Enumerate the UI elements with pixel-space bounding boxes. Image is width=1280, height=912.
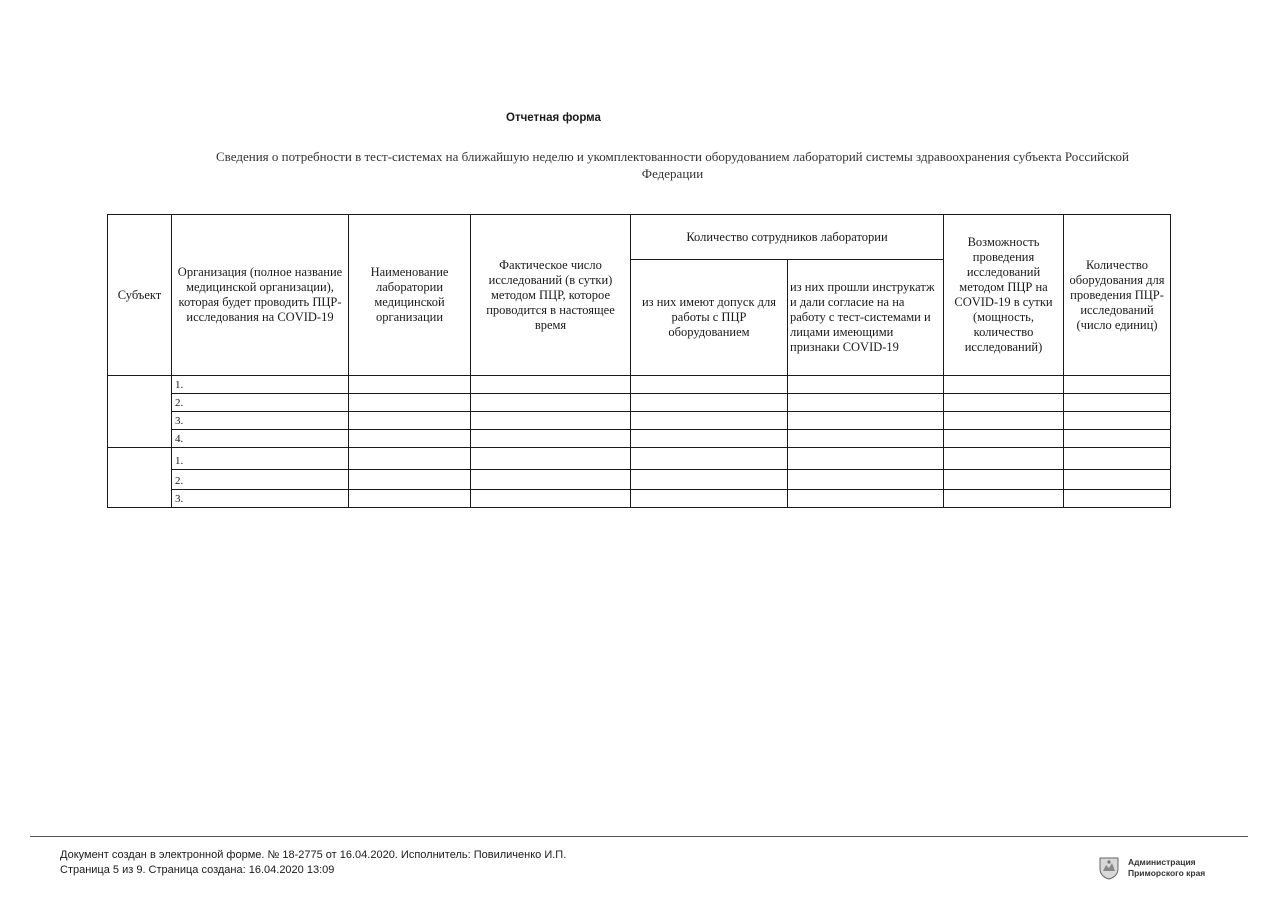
table-row <box>108 430 1171 448</box>
footer-info <box>60 848 566 878</box>
header-row-1 <box>108 215 1171 260</box>
header-organization: Организация (полное название медицинской организации), которая будет проводить ПЦР-исследования на COVID-19 <box>172 215 349 376</box>
row-number: 1. <box>172 376 349 394</box>
header-staff-count: Количество сотрудников лаборатории <box>631 215 944 260</box>
brand-name <box>1128 857 1205 879</box>
subject-cell-2 <box>108 448 172 508</box>
row-number: 3. <box>172 412 349 430</box>
form-title: Отчетная форма <box>506 112 601 124</box>
table-row <box>108 490 1171 508</box>
footer-divider <box>30 836 1248 837</box>
form-subtitle: Сведения о потребности в тест-системах на ближайшую неделю и укомплектованности оборудованием лабораторий системы здравоохранения субъекта Российской Федерации <box>216 149 1129 181</box>
row-number: 1. <box>172 448 349 470</box>
administration-brand <box>1098 856 1205 880</box>
header-subject: Субъект <box>108 215 172 376</box>
table-row <box>108 412 1171 430</box>
header-staff-instructed: из них прошли инструкатж и дали согласие на на работу с тест-системами и лицами имеющими признаки COVID-19 <box>788 260 944 376</box>
footer-document-line: Документ создан в электронной форме. № 18-2775 от 16.04.2020. Исполнитель: Повиличенко И.П. <box>60 849 567 861</box>
header-capacity: Возможность проведения исследований методом ПЦР на COVID-19 в сутки (мощность, количество исследований) <box>944 215 1064 376</box>
header-staff-admitted: из них имеют допуск для работы с ПЦР оборудованием <box>631 260 788 376</box>
coat-of-arms-icon <box>1098 856 1120 880</box>
table-row <box>108 448 1171 470</box>
footer-page-line: Страница 5 из 9. Страница создана: 16.04.2020 13:09 <box>60 864 335 876</box>
header-lab-name: Наименование лаборатории медицинской организации <box>349 215 471 376</box>
brand-line-1: Администрация <box>1128 857 1196 867</box>
report-table <box>107 214 1171 508</box>
header-equipment: Количество оборудования для проведения ПЦР-исследований (число единиц) <box>1064 215 1171 376</box>
subject-cell-1 <box>108 376 172 448</box>
table-row <box>108 470 1171 490</box>
header-actual-count: Фактическое число исследований (в сутки) методом ПЦР, которое проводится в настоящее время <box>471 215 631 376</box>
row-number: 2. <box>172 394 349 412</box>
row-number: 4. <box>172 430 349 448</box>
row-number: 3. <box>172 490 349 508</box>
table-row <box>108 394 1171 412</box>
brand-line-2: Приморского края <box>1128 868 1206 878</box>
table-row <box>108 376 1171 394</box>
row-number: 2. <box>172 470 349 490</box>
